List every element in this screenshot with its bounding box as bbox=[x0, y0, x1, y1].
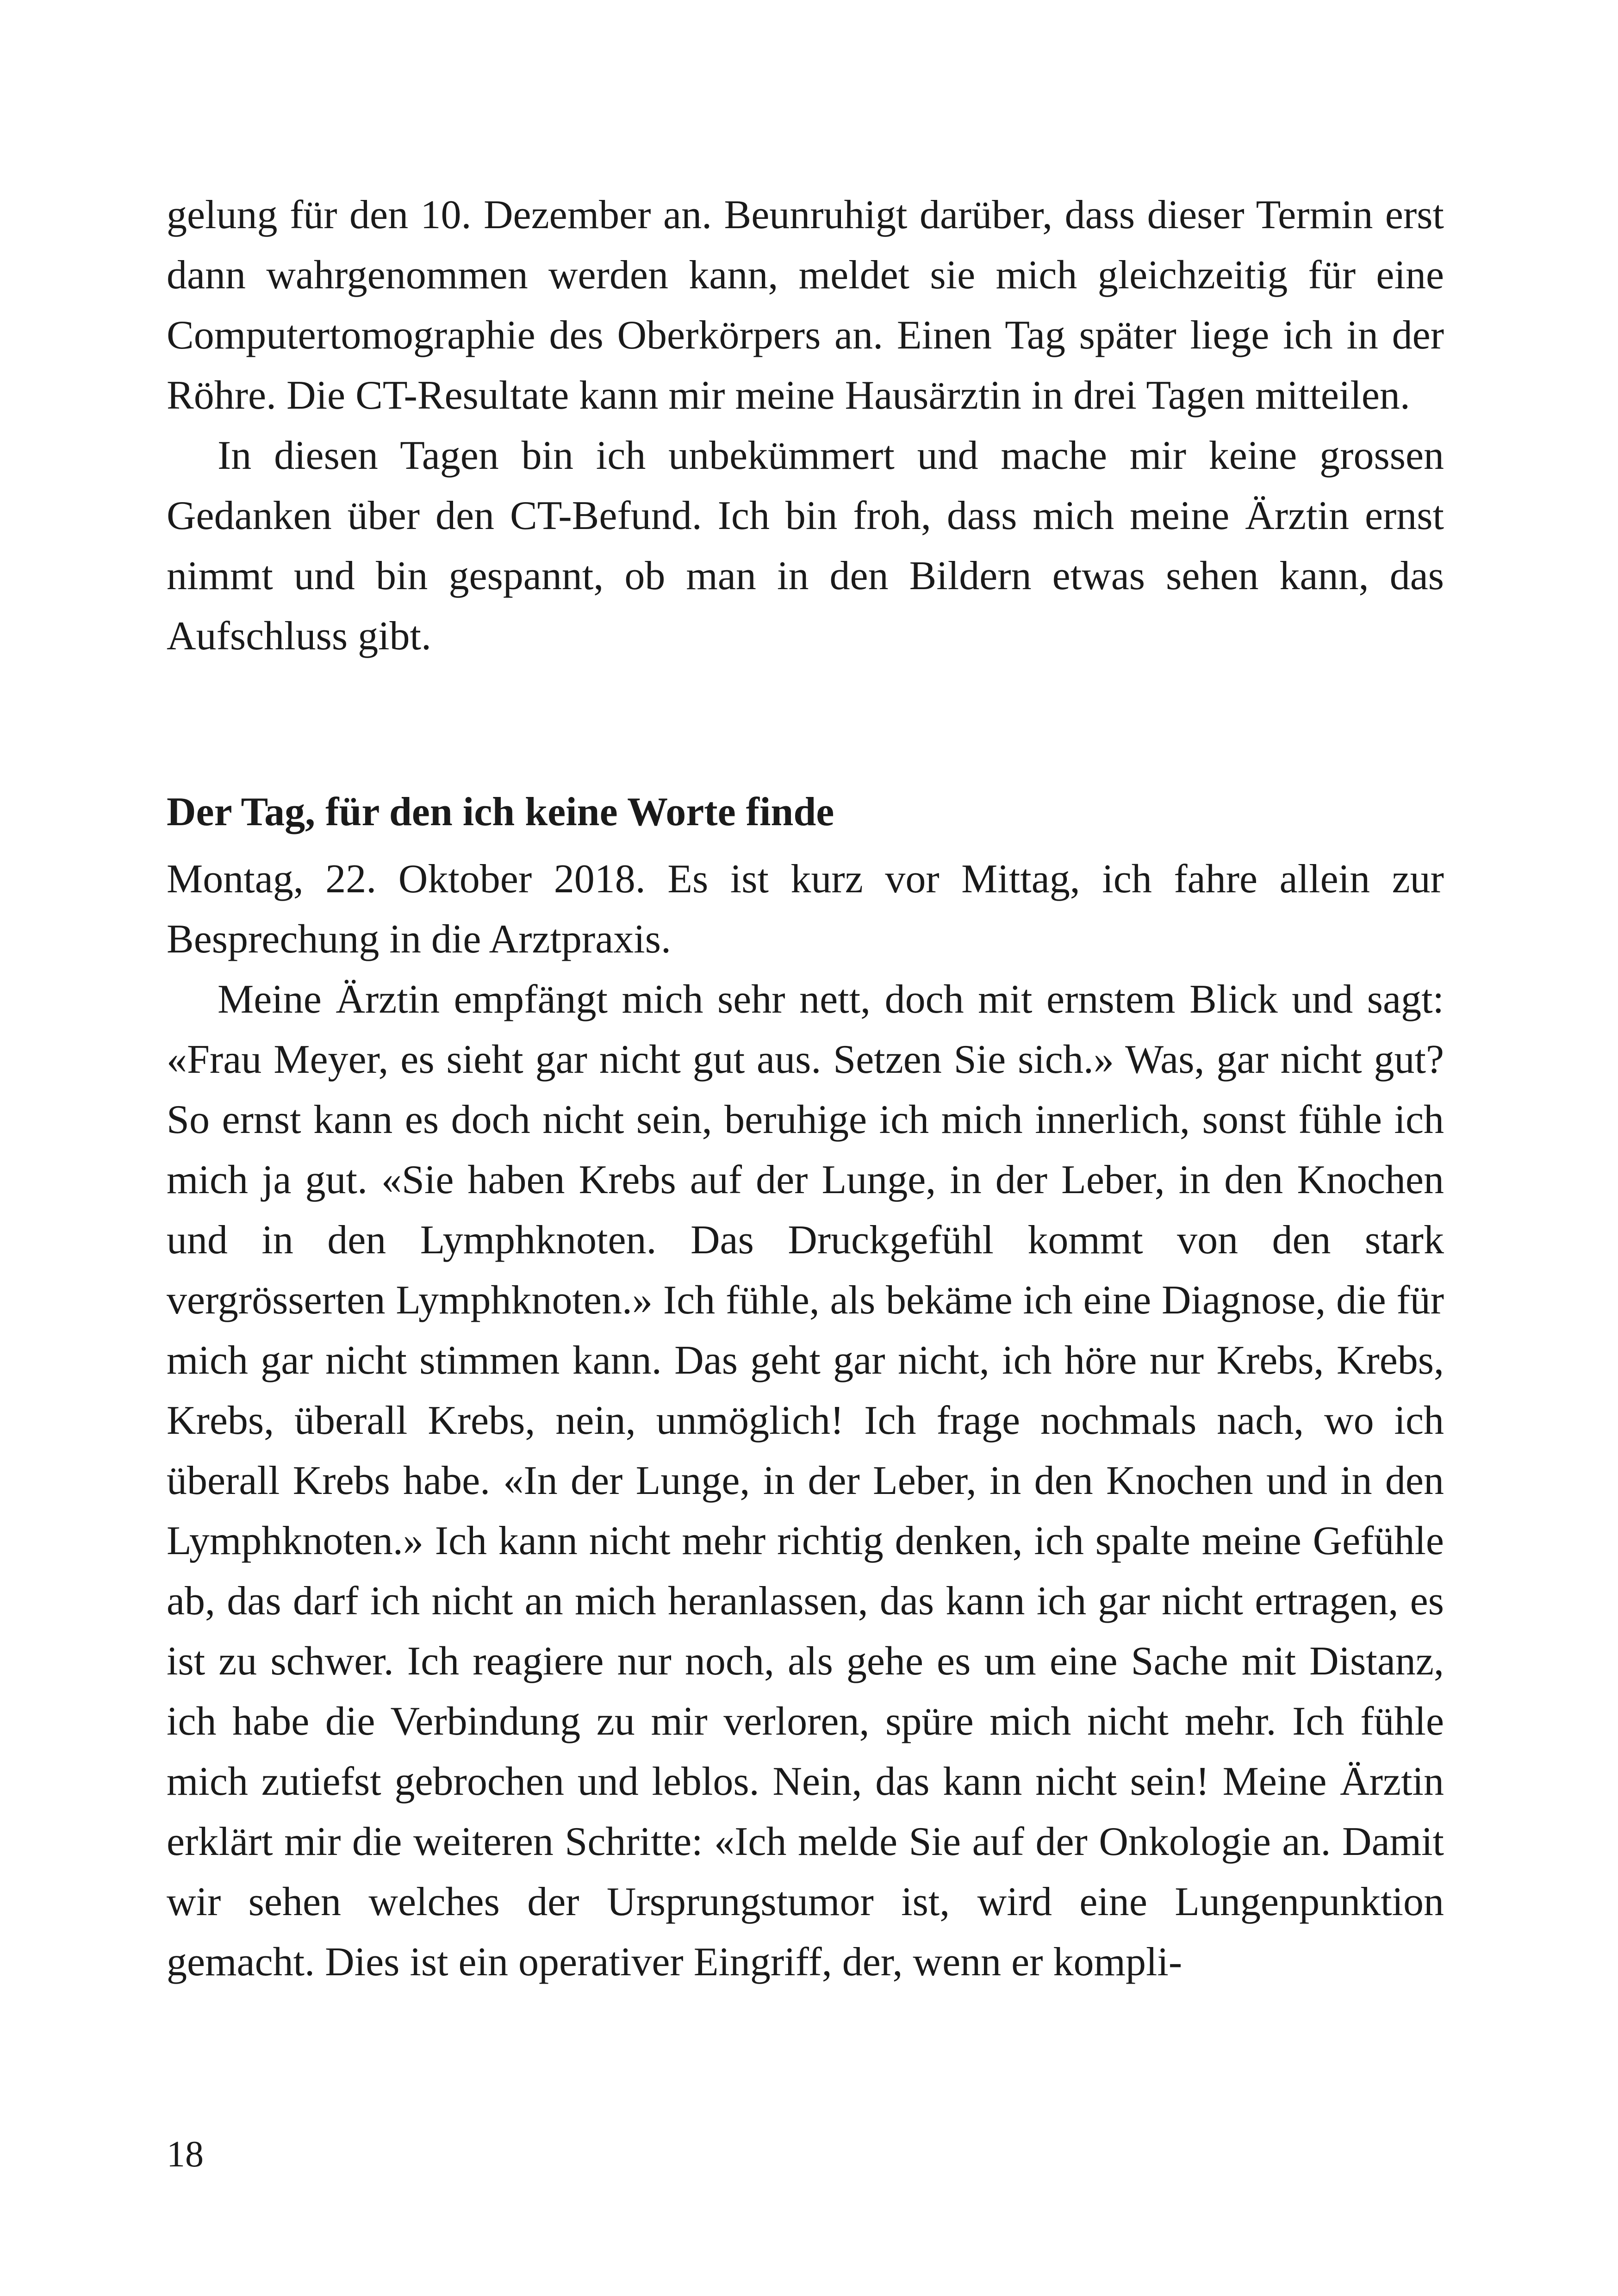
section-heading: Der Tag, für den ich keine Worte finde bbox=[167, 790, 834, 834]
paragraph: gelung für den 10. Dezember an. Beunruhigt darüber, dass dieser Termin erst dann wahrgenommen werden kann, meldet sie mich gleichzeitig für eine Computertomographie des Oberkörpers an. Einen Tag später liege ich in der Röhre. Die CT-Resultate kann mir meine Hausärztin in drei Tagen mitteilen. bbox=[167, 193, 1444, 418]
paragraph: Montag, 22. Oktober 2018. Es ist kurz vor Mittag, ich fahre allein zur Besprechung in die Arztpraxis. bbox=[167, 857, 1444, 962]
paragraph: In diesen Tagen bin ich unbekümmert und mache mir keine grossen Gedanken über den CT-Befund. Ich bin froh, dass mich meine Ärztin ernst nimmt und bin gespannt, ob man in den Bildern etwas sehen kann, das Aufschluss gibt. bbox=[167, 433, 1444, 659]
page-number: 18 bbox=[167, 2134, 204, 2175]
paragraph: Meine Ärztin empfängt mich sehr nett, doch mit ernstem Blick und sagt: «Frau Meyer, es sieht gar nicht gut aus. Setzen Sie sich.» Was, gar nicht gut? So ernst kann es doch nicht sein, beruhige ich mich innerlich, sonst fühle ich mich ja gut. «Sie haben Krebs auf der Lunge, in der Leber, in den Knochen und in den Lymphknoten. Das Druckgefühl kommt von den stark vergrösserten Lymphknoten.» Ich fühle, als bekäme ich eine Diagnose, die für mich gar nicht stimmen kann. Das geht gar nicht, ich höre nur Krebs, Krebs, Krebs, überall Krebs, nein, unmöglich! Ich frage nochmals nach, wo ich überall Krebs habe. «In der Lunge, in der Leber, in den Knochen und in den Lymphknoten.» Ich kann nicht mehr richtig denken, ich spalte meine Gefühle ab, das darf ich nicht an mich heranlassen, das kann ich gar nicht ertragen, es ist zu schwer. Ich reagiere nur noch, als gehe es um eine Sache mit Distanz, ich habe die Verbindung zu mir verloren, spüre mich nicht mehr. Ich fühle mich zutiefst gebrochen und leblos. Nein, das kann nicht sein! Meine Ärztin erklärt mir die weiteren Schritte: «Ich melde Sie auf der Onkologie an. Damit wir sehen welches der Ursprungstumor ist, wird eine Lungenpunktion gemacht. Dies ist ein operativer Eingriff, der, wenn er kompli- bbox=[167, 977, 1444, 1985]
body-text-bottom bbox=[167, 849, 1444, 1992]
body-text-top bbox=[167, 185, 1444, 666]
